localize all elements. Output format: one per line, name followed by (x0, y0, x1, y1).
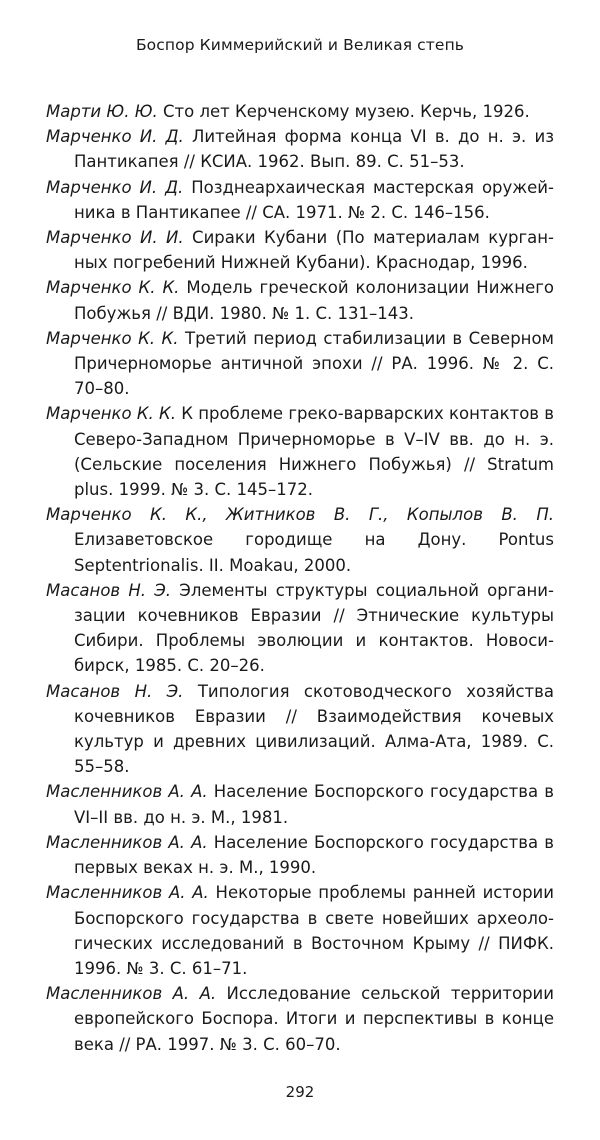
entry-text: Литейная форма конца VI в. до н. э. из Пантикапея // КСИА. 1962. Вып. 89. С. 51–53. (74, 127, 554, 172)
entry-author: Марченко К. К. (46, 404, 177, 424)
entry-author: Марченко И. Д. (46, 177, 184, 197)
entry-author: Масленников А. А. (46, 883, 209, 903)
entry-author: Марченко К. К. (46, 278, 180, 298)
entry-author: Масанов Н. Э. (46, 580, 172, 600)
bibliography-entry (46, 99, 554, 124)
bibliography-entry (46, 981, 554, 1057)
entry-text: Третий период стабилизации в Северном Причерноморье античной эпохи // РА. 1996. № 2. С. 70–80. (74, 328, 555, 399)
entry-author: Марченко К. К. (46, 328, 179, 348)
bibliography-entry (46, 679, 554, 780)
page-number: 292 (285, 1083, 315, 1101)
bibliography-entry (46, 275, 554, 325)
bibliography-entry (46, 401, 554, 502)
bibliography-list (46, 99, 554, 1057)
entry-author: Масленников А. А. (46, 984, 217, 1004)
entry-text: К проблеме греко-варварских контактов в Северо-Западном Причерноморье в V–IV вв. до н. э. (Сельские поселения Нижнего Побужья) // Stratum plus. 1999. № 3. С. 145–172. (74, 404, 554, 500)
entry-text: Сто лет Керченскому музею. Керчь, 1926. (157, 102, 530, 121)
entry-author: Марченко К. К., Житников В. Г., Копылов В. П. (46, 505, 554, 525)
bibliography-entry (46, 880, 554, 981)
entry-author: Марченко И. Д. (46, 127, 184, 147)
entry-text: Исследование сельской территории европейского Боспора. Итоги и перспективы в конце века // РА. 1997. № 3. С. 60–70. (74, 984, 554, 1054)
entry-author: Марченко И. И. (46, 228, 184, 248)
entry-text: Население Боспорского государства в первых веках н. э. М., 1990. (74, 832, 554, 878)
entry-author: Масанов Н. Э. (46, 681, 184, 701)
bibliography-entry (46, 578, 554, 679)
entry-text: Некоторые проблемы ранней истории Боспорского государства в свете новейших археологических исследований в Восточном Крыму // ПИФК. 1996. № 3. С. 61–71. (74, 883, 554, 978)
entry-author: Марти Ю. Ю. (46, 102, 158, 121)
entry-text: Модель греческой колонизации Нижнего Побужья // ВДИ. 1980. № 1. С. 131–143. (74, 278, 554, 323)
bibliography-entry (46, 225, 554, 275)
entry-text: Население Боспорского государства в VI–II вв. до н. э. М., 1981. (74, 782, 554, 827)
bibliography-entry (46, 830, 554, 880)
entry-text: Позднеархаическая мастерская оружейника в Пантикапее // СА. 1971. № 2. С. 146–156. (74, 177, 554, 222)
bibliography-entry (46, 326, 554, 402)
entry-author: Масленников А. А. (46, 782, 208, 802)
bibliography-entry (46, 175, 554, 225)
bibliography-entry (46, 502, 554, 578)
bibliography-entry (46, 779, 554, 829)
running-header: Боспор Киммерийский и Великая степь (135, 36, 465, 54)
entry-author: Масленников А. А. (46, 832, 208, 852)
entry-text: Типология скотоводческого хозяйства кочевников Евразии // Взаимодействия кочевых культур и древних цивилизаций. Алма-Ата, 1989. С. 55–58. (74, 681, 555, 777)
entry-text: Сираки Кубани (По материалам курганных погребений Нижней Кубани). Краснодар, 1996. (74, 228, 554, 273)
bibliography-entry (46, 124, 554, 174)
entry-text: Елизаветовское городище на Дону. Pontus Septentrionalis. II. Moakau, 2000. (74, 530, 554, 575)
entry-text: Элементы структуры социальной организации кочевников Евразии // Этнические культуры Сибири. Проблемы эволюции и контактов. Новосибирск, 1985. С. 20–26. (74, 580, 554, 676)
